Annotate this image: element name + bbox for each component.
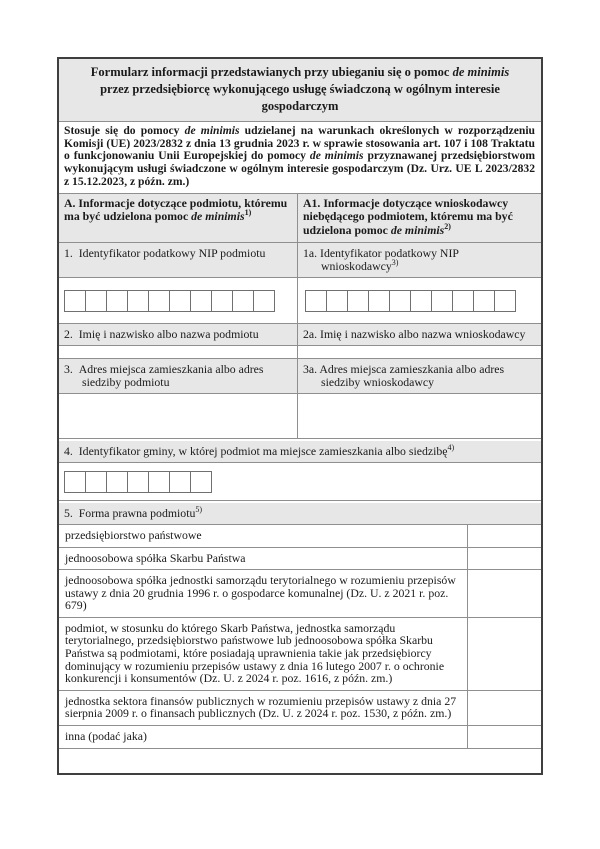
char-box[interactable] [190, 290, 212, 312]
char-box[interactable] [106, 471, 128, 493]
char-box[interactable] [347, 290, 369, 312]
section-headers-row [59, 193, 541, 242]
legal-form-row-sektor-finansow [59, 690, 541, 725]
char-box[interactable] [232, 290, 254, 312]
nazwa-wnioskodawca-label-text: 2a. Imię i nazwisko albo nazwa wnioskodawcy [303, 326, 526, 341]
legal-basis-italic-2: de minimis [309, 149, 364, 163]
checkbox-cell[interactable] [467, 525, 541, 547]
nazwa-podmiot-input[interactable] [59, 346, 297, 358]
legal-basis-italic: de minimis [184, 124, 240, 137]
nip-podmiot-label [59, 243, 297, 277]
legal-form-label: inna (podać jaka) [65, 729, 147, 744]
nazwa-wnioskodawca-label [297, 324, 541, 345]
legal-basis-text-3: przyznawanej przedsiębiorstwom wykonującym usługi świadczone w ogólnym interesie gospodarczym (Dz. Urz. UE L 2023/2832 z 15.12.2023, z późn. zm.) [64, 149, 535, 188]
char-box[interactable] [85, 290, 107, 312]
nazwa-wnioskodawca-input[interactable] [297, 346, 541, 358]
forma-prawna-label-text: 5. Forma prawna podmiotu [64, 505, 196, 520]
section-a1-italic: de minimis [390, 223, 445, 238]
char-box[interactable] [106, 290, 128, 312]
gmina-box-strip [64, 471, 541, 493]
checkbox-cell[interactable] [467, 618, 541, 690]
nazwa-podmiot-label-text: 2. Imię i nazwisko albo nazwa podmiotu [64, 326, 259, 341]
name-inputs-row [59, 345, 541, 358]
char-box[interactable] [85, 471, 107, 493]
checkbox-cell[interactable] [467, 548, 541, 570]
char-box[interactable] [127, 471, 149, 493]
adres-podmiot-input[interactable] [59, 394, 297, 438]
adres-podmiot-label-text: 3. Adres miejsca zamieszkania albo adres siedziby podmiotu [64, 361, 264, 389]
char-box[interactable] [169, 290, 191, 312]
legal-form-row-podmiot-dominujacy [59, 617, 541, 690]
nip-labels-row [59, 242, 541, 277]
legal-form-row-panstwowe [59, 524, 541, 547]
legal-form-label: jednostka sektora finansów publicznych w rozumieniu przepisów ustawy z dnia 27 sierpnia 2009 r. o finansach publicznych (Dz. U. z 2024 r. poz. 1530, z późn. zm.) [65, 693, 457, 721]
forma-prawna-footnote-ref: 5) [195, 504, 203, 514]
char-box[interactable] [169, 471, 191, 493]
form-title-italic: de minimis [452, 65, 510, 79]
char-box[interactable] [431, 290, 453, 312]
section-a-footnote-ref: 1) [244, 208, 252, 218]
gmina-input-row[interactable] [59, 462, 541, 500]
char-box[interactable] [473, 290, 495, 312]
checkbox-cell[interactable] [467, 726, 541, 748]
adres-podmiot-label [59, 359, 297, 393]
inna-description-input[interactable] [59, 748, 541, 773]
nip-boxes-row [59, 277, 541, 323]
legal-basis-text: Stosuje się do pomocy [64, 124, 185, 137]
checkbox-cell[interactable] [467, 691, 541, 725]
legal-form-row-inna [59, 725, 541, 748]
address-inputs-row [59, 393, 541, 438]
legal-form-row-spolka-skarbu [59, 547, 541, 570]
forma-prawna-label-row [59, 503, 541, 524]
gmina-label-row [59, 441, 541, 462]
section-a1-header [297, 194, 541, 242]
nazwa-podmiot-label [59, 324, 297, 345]
char-box[interactable] [494, 290, 516, 312]
char-box[interactable] [452, 290, 474, 312]
section-a-italic: de minimis [191, 209, 245, 224]
nip-podmiot-label-text: 1. Identyfikator podatkowy NIP podmiotu [64, 245, 266, 260]
nip-wnioskodawca-input-cell[interactable] [297, 278, 541, 323]
char-box[interactable] [305, 290, 327, 312]
char-box[interactable] [211, 290, 233, 312]
nip-wnioskodawca-footnote-ref: 3) [391, 257, 399, 267]
char-box[interactable] [410, 290, 432, 312]
name-labels-row [59, 323, 541, 345]
char-box[interactable] [148, 290, 170, 312]
form-title [59, 59, 541, 121]
nip-podmiot-input-cell[interactable] [59, 278, 297, 323]
de-minimis-form [57, 57, 543, 775]
char-box[interactable] [368, 290, 390, 312]
nip-wnioskodawca-label [297, 243, 541, 277]
nip-wnioskodawca-box-strip [298, 290, 541, 312]
char-box[interactable] [253, 290, 275, 312]
checkbox-cell[interactable] [467, 570, 541, 617]
adres-wnioskodawca-input[interactable] [297, 394, 541, 438]
char-box[interactable] [190, 471, 212, 493]
section-a1-footnote-ref: 2) [444, 222, 451, 232]
form-title-text: Formularz informacji przedstawianych przy ubieganiu się o pomoc [90, 65, 453, 79]
legal-form-row-spolka-jst [59, 569, 541, 617]
legal-form-label: jednoosobowa spółka Skarbu Państwa [65, 550, 246, 565]
char-box[interactable] [389, 290, 411, 312]
char-box[interactable] [64, 471, 86, 493]
section-a1-text: A1. Informacje dotyczące wnioskodawcy niebędącego podmiotem, któremu ma być udzielona pomoc [303, 195, 513, 238]
adres-wnioskodawca-label [297, 359, 541, 393]
char-box[interactable] [127, 290, 149, 312]
legal-basis-text-2: udzielanej na warunkach określonych w rozporządzeniu Komisji (UE) 2023/2832 z dnia 13 grudnia 2023 r. w sprawie stosowania art. 107 i 108 Traktatu o funkcjonowaniu Unii Europejskiej do pomocy [64, 124, 535, 163]
legal-form-label: przedsiębiorstwo państwowe [65, 527, 202, 542]
section-a-header [59, 194, 297, 242]
legal-form-label: podmiot, w stosunku do którego Skarb Państwa, jednostka samorządu terytorialnego, przedsiębiorstwo państwowe lub jednoosobowa spółka Skarbu Państwa są podmiotami, które posiadają uprawnienia takie jak przedsiębiorcy dominujący w rozumieniu przepisów ustawy z dnia 16 lutego 2007 r. o ochronie konkurencji i konsumentów (Dz. U. z 2024 r. poz. 1616, z późn. zm.) [65, 620, 445, 686]
gmina-label-text: 4. Identyfikator gminy, w której podmiot ma miejsce zamieszkania albo siedzibę [64, 443, 448, 458]
legal-basis-paragraph [59, 121, 541, 193]
char-box[interactable] [326, 290, 348, 312]
form-title-text-2: przez przedsiębiorcę wykonującego usługę świadczoną w ogólnym interesie gospodarczym [100, 82, 500, 113]
char-box[interactable] [148, 471, 170, 493]
section-a-text: A. Informacje dotyczące podmiotu, któremu ma być udzielona pomoc [64, 195, 288, 224]
legal-form-label: jednoosobowa spółka jednostki samorządu terytorialnego w rozumieniu przepisów ustawy z dnia 20 grudnia 1996 r. o gospodarce komunalnej (Dz. U. z 2021 r. poz. 679) [65, 573, 456, 613]
gmina-footnote-ref: 4) [447, 442, 455, 452]
adres-wnioskodawca-label-text: 3a. Adres miejsca zamieszkania albo adres siedziby wnioskodawcy [303, 361, 505, 389]
nip-wnioskodawca-label-text: 1a. Identyfikator podatkowy NIP wnioskodawcy [303, 245, 459, 273]
address-labels-row [59, 358, 541, 393]
nip-podmiot-box-strip [59, 290, 297, 312]
char-box[interactable] [64, 290, 86, 312]
